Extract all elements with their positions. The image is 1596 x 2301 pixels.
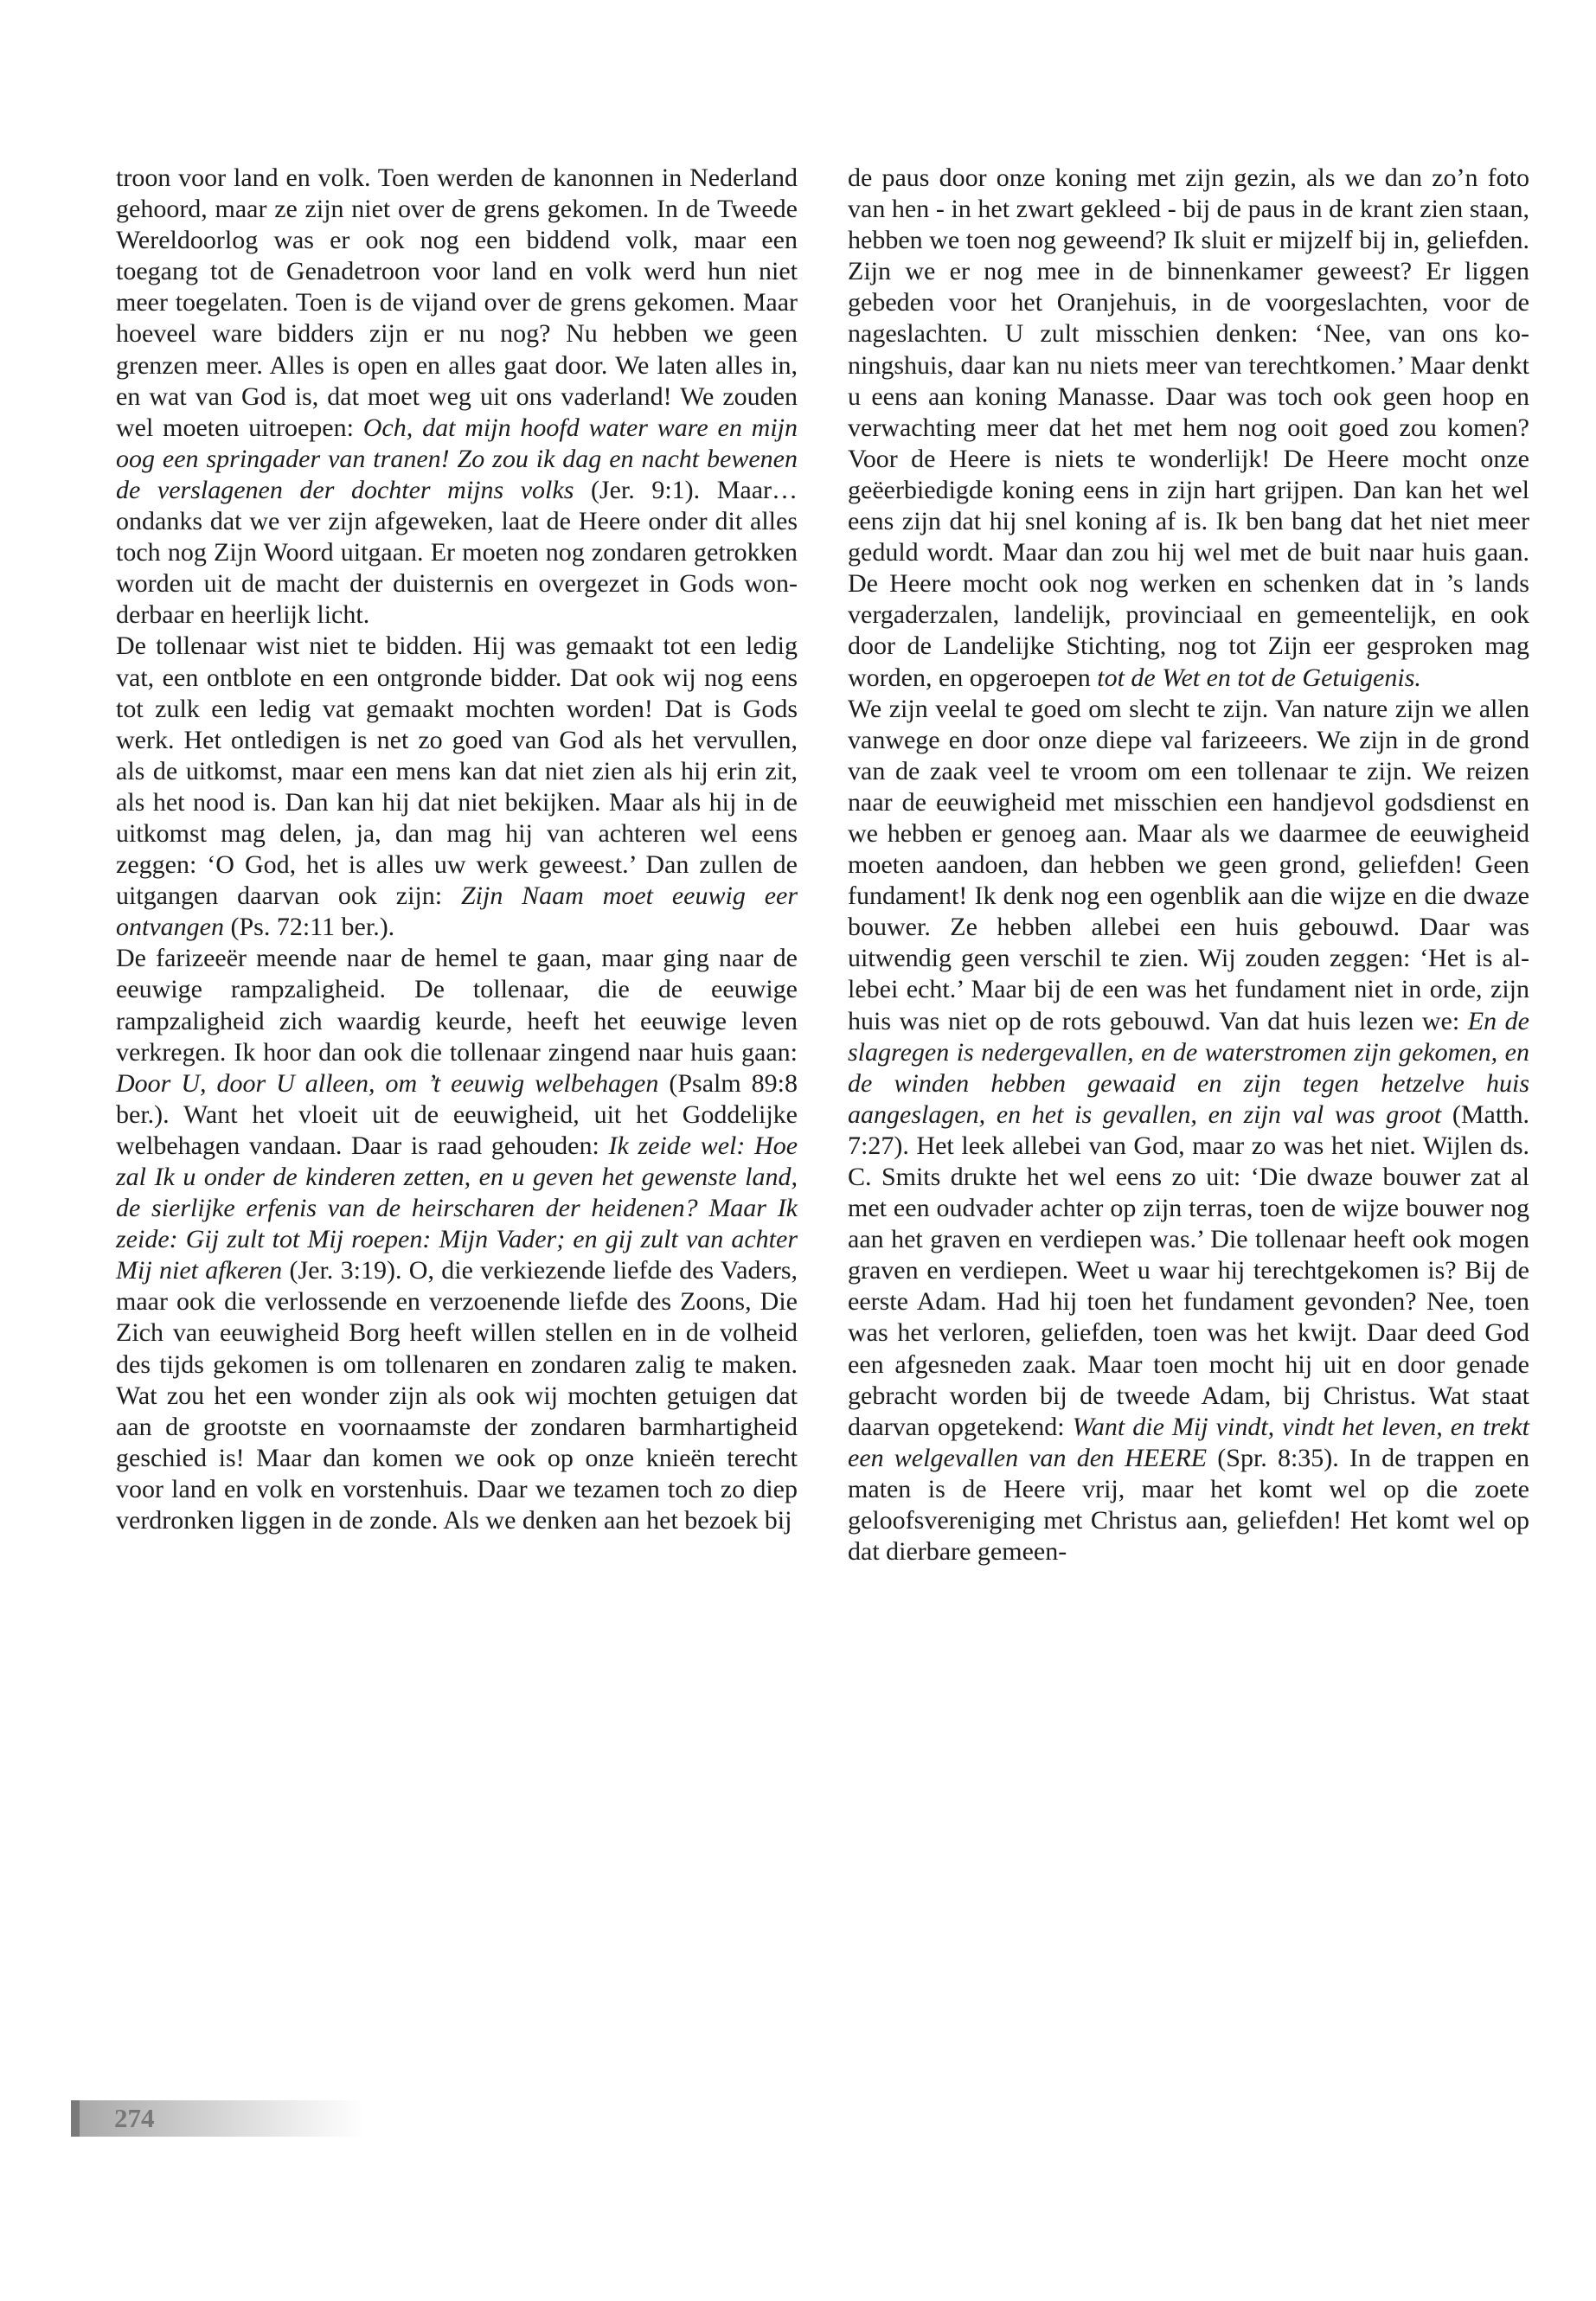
text-run: de paus door onze koning met zijn gezin, als we dan zo’n foto van hen - in het zwart gekleed - bij de paus in de krant zien staan, hebben we toen nog geweend? Ik sluit er mijzelf bij in, geliefden. Zijn we er nog mee in de binnenkamer geweest? Er liggen gebeden voor het Oranjehuis, in de voorgeslachten, voor de nageslachten. U zult misschien denken: ‘Nee, van ons koningshuis, daar kan nu niets meer van terechtkomen.’ Maar denkt u eens aan koning Manasse. Daar was toch ook geen hoop en verwachting meer dat het met hem nog ooit goed zou komen? Voor de Heere is niets te wonderlijk! De Heere mocht onze geëerbiedigde koning eens in zijn hart grijpen. Dan kan het wel eens zijn dat hij snel koning af is. Ik ben bang dat het niet meer geduld wordt. Maar dan zou hij wel met de buit naar huis gaan. De Heere mocht ook nog werken en schenken dat in ’s lands vergaderzalen, landelijk, provinciaal en gemeentelijk, en ook door de Landelijke Stichting, nog tot Zijn eer gesproken mag worden, en opgeroepen [848,163,1529,692]
paragraph [116,631,798,943]
text-run: We zijn veelal te goed om slecht te zijn. Van nature zijn we allen vanwege en door onze diepe val farizeeers. We zijn in de grond van de zaak veel te vroom om een tollenaar te zijn. We reizen naar de eeuwigheid met misschien een handjevol godsdienst en we hebben er genoeg aan. Maar als we daarmee de eeuwigheid moeten aandoen, dan hebben we geen grond, geliefden! Geen fundament! Ik denk nog een ogenblik aan die wijze en die dwaze bouwer. Ze hebben allebei een huis gebouwd. Daar was uitwendig geen verschil te zien. Wij zouden zeggen: ‘Het is allebei echt.’ Maar bij de een was het fundament niet in orde, zijn huis was niet op de rots gebouwd. Van dat huis lezen we: [848,694,1529,1035]
text-run: troon voor land en volk. Toen werden de kanonnen in Nederland gehoord, maar ze zijn niet over de grens gekomen. In de Tweede Wereldoorlog was er ook nog een biddend volk, maar een toegang tot de Genadetroon voor land en volk werd hun niet meer toegelaten. Toen is de vijand over de grens gekomen. Maar hoeveel ware bidders zijn er nu nog? Nu hebben we geen grenzen meer. Alles is open en alles gaat door. We laten alles in, en wat van God is, dat moet weg uit ons vaderland! We zouden wel moeten uitroepen: [116,163,798,442]
left-text-column [116,163,798,1536]
right-text-column [848,163,1529,1567]
quoted-scripture: tot de Wet en tot de Getuigenis. [1097,663,1421,692]
quoted-scripture: Ik zeide wel: Hoe zal Ik u onder de kinderen zetten, en u geven het gewenste land, de sierlijke erfenis van de heirscharen der heidenen? Maar Ik zeide: Gij zult tot Mij roepen: Mijn Vader; en gij zult van achter Mij niet afkeren [116,1131,798,1285]
paragraph [848,694,1529,1568]
footer-tab-mark [71,2100,80,2137]
text-run: (Spr. 8:35). In de trappen en maten is de Heere vrij, maar het komt wel op die zoete geloofsvereniging met Christus aan, geliefden! Het komt wel op dat dierbare gemeen- [848,1443,1529,1567]
footer-gradient-band [80,2100,365,2137]
text-run: (Matth. 7:27). Het leek allebei van God, maar zo was het niet. Wijlen ds. C. Smits drukte het wel eens zo uit: ‘Die dwaze bouwer zat al met een oudvader achter op zijn terras, toen de wijze bouwer nog aan het graven en verdiepen was.’ Die tollenaar heeft ook mogen graven en verdiepen. Weet u waar hij terechtgekomen is? Bij de eerste Adam. Had hij toen het fundament gevonden? Nee, toen was het verloren, geliefden, toen was het kwijt. Daar deed God een afgesneden zaak. Maar toen mocht hij uit en door genade gebracht worden bij de tweede Adam, bij Christus. Wat staat daarvan opgetekend: [848,1099,1529,1441]
paragraph [116,163,798,631]
quoted-scripture: Och, dat mijn hoofd water ware en mijn oog een springader van tranen! Zo zou ik dag en nacht bewenen de verslagenen der dochter mijns volks [116,413,798,504]
text-run: (Jer. 9:1). Maar…ondanks dat we ver zijn afgeweken, laat de Heere onder dit alles toch nog Zijn Woord uitgaan. Er moeten nog zondaren getrokken worden uit de macht der duisternis en overgezet in Gods wonderbaar en heerlijk licht. [116,475,798,630]
quoted-scripture: Want die Mij vindt, vindt het leven, en trekt een welgevallen van den HEERE [848,1412,1529,1472]
text-run: (Psalm 89:8 ber.). Want het vloeit uit de eeuwigheid, uit het Goddelijke welbehagen vandaan. Daar is raad gehouden: [116,1068,798,1160]
text-run: (Ps. 72:11 ber.). [223,913,395,942]
page-number: 274 [114,2103,155,2133]
page-footer [71,2100,365,2137]
quoted-scripture: Door U, door U alleen, om ’t eeuwig welbehagen [116,1068,659,1098]
paragraph [848,163,1529,694]
quoted-scripture: En de slagregen is nedergevallen, en de waterstromen zijn gekomen, en de winden hebben gewaaid en zijn tegen hetzelve huis aangeslagen, en het is gevallen, en zijn val was groot [848,1006,1530,1129]
text-run: De tollenaar wist niet te bidden. Hij was gemaakt tot een ledig vat, een ontblote en een ontgronde bidder. Dat ook wij nog eens tot zulk een ledig vat gemaakt mochten worden! Dat is Gods werk. Het ontledigen is net zo goed van God als het vervullen, als de uitkomst, maar een mens kan dat niet zien als hij erin zit, als het nood is. Dan kan hij dat niet bekijken. Maar als hij in de uitkomst mag delen, ja, dan mag hij van achteren wel eens zeggen: ‘O God, het is alles uw werk geweest.’ Dan zullen de uitgangen daarvan ook zijn: [116,631,798,911]
text-run: (Jer. 3:19). O, die verkiezende liefde des Vaders, maar ook die verlossende en verzoenende liefde des Zoons, Die Zich van eeuwigheid Borg heeft willen stellen en in de volheid des tijds gekomen is om tollenaren en zondaren zalig te maken. Wat zou het een wonder zijn als ook wij mochten getuigen dat aan de grootste en voornaamste der zondaren barmhartigheid geschied is! Maar dan komen we ook op onze knieën terecht voor land en volk en vorstenhuis. Daar we tezamen toch zo diep verdronken liggen in de zonde. Als we denken aan het bezoek bij [116,1256,798,1535]
quoted-scripture: Zijn Naam moet eeuwig eer ontvangen [116,881,798,942]
text-run: De farizeeër meende naar de hemel te gaan, maar ging naar de eeuwige rampzaligheid. De tollenaar, die de eeuwige rampzaligheid zich waardig keurde, heeft het eeuwige leven verkregen. Ik hoor dan ook die tollenaar zingend naar huis gaan: [116,944,798,1067]
paragraph [116,943,798,1536]
